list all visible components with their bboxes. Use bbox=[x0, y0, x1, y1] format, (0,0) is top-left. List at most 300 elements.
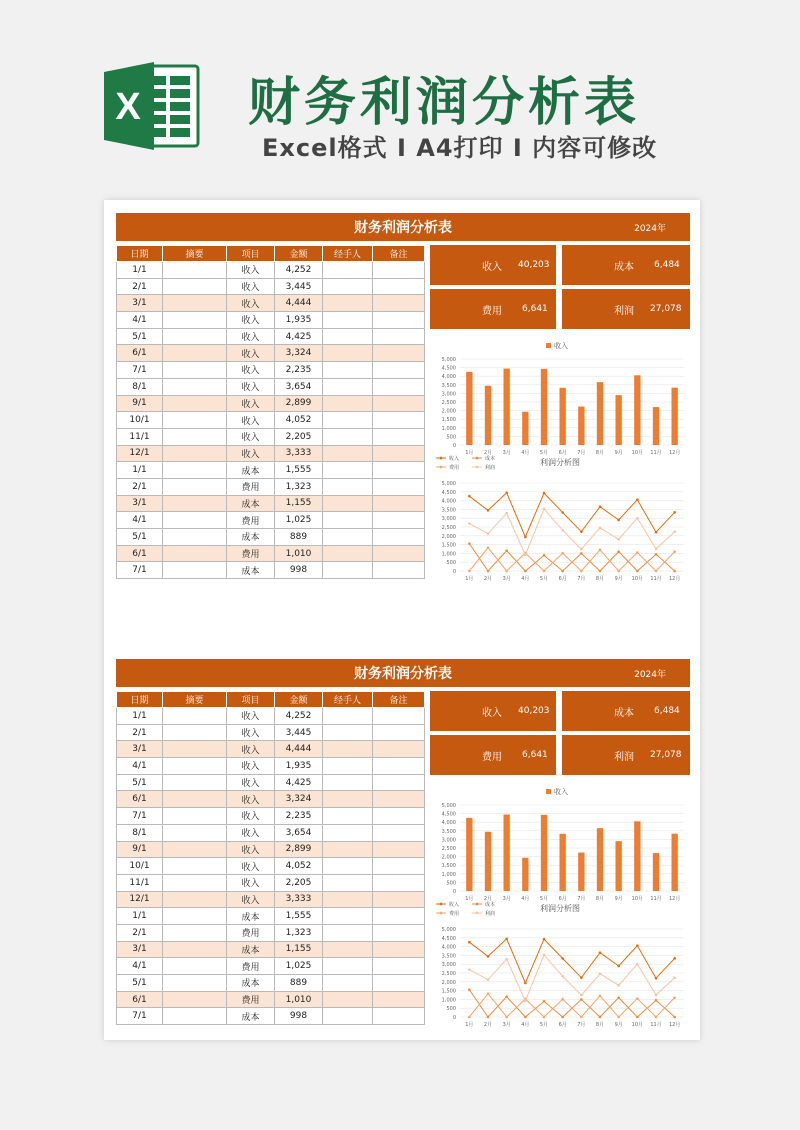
cell-date: 6/1 bbox=[117, 545, 163, 562]
cell-summary bbox=[163, 512, 227, 529]
table-row bbox=[117, 891, 425, 908]
point-利润-4月 bbox=[524, 1000, 527, 1003]
y-tick-label: 3,500 bbox=[441, 828, 456, 835]
series-line-费用 bbox=[469, 548, 674, 571]
cell-note bbox=[373, 262, 425, 279]
cell-date: 6/1 bbox=[117, 991, 163, 1008]
table-row bbox=[117, 395, 425, 412]
cell-date: 11/1 bbox=[117, 428, 163, 445]
bar-11月 bbox=[653, 853, 659, 891]
legend-marker-利润 bbox=[476, 912, 479, 915]
cell-item: 收入 bbox=[227, 412, 275, 429]
section-header bbox=[116, 659, 690, 687]
cell-amount: 3,445 bbox=[275, 278, 323, 295]
cell-summary bbox=[163, 741, 227, 758]
excel-logo-icon bbox=[104, 62, 202, 150]
cell-handler bbox=[323, 328, 373, 345]
y-tick-label: 2,500 bbox=[441, 846, 456, 852]
x-tick-label: 4月 bbox=[521, 1022, 530, 1028]
y-tick-label: 5,000 bbox=[441, 927, 456, 933]
x-tick-label: 11月 bbox=[650, 450, 662, 456]
col-header-handler: 经手人 bbox=[323, 692, 373, 708]
x-tick-label: 7月 bbox=[577, 576, 586, 582]
point-利润-4月 bbox=[524, 554, 527, 557]
cell-handler bbox=[323, 362, 373, 379]
col-header-item: 项目 bbox=[227, 692, 275, 708]
cell-item: 收入 bbox=[227, 874, 275, 891]
point-收入-11月 bbox=[655, 531, 658, 534]
cell-note bbox=[373, 545, 425, 562]
legend-label: 收入 bbox=[449, 456, 460, 462]
y-tick-label: 4,000 bbox=[441, 374, 456, 381]
cell-amount: 1,010 bbox=[275, 991, 323, 1008]
x-tick-label: 3月 bbox=[502, 576, 511, 582]
legend-label: 收入 bbox=[449, 902, 460, 908]
x-tick-label: 4月 bbox=[521, 576, 530, 582]
cell-item: 收入 bbox=[227, 428, 275, 445]
point-利润-9月 bbox=[617, 538, 620, 541]
cell-date: 3/1 bbox=[117, 295, 163, 312]
cell-note bbox=[373, 958, 425, 975]
table-row bbox=[117, 941, 425, 958]
cell-date: 3/1 bbox=[117, 741, 163, 758]
series-line-利润 bbox=[469, 509, 674, 555]
y-tick-label: 2,500 bbox=[441, 525, 456, 531]
cell-date: 4/1 bbox=[117, 958, 163, 975]
cell-handler bbox=[323, 545, 373, 562]
cell-item: 收入 bbox=[227, 891, 275, 908]
cell-amount: 1,323 bbox=[275, 478, 323, 495]
cell-date: 11/1 bbox=[117, 874, 163, 891]
cell-amount: 4,252 bbox=[275, 262, 323, 279]
point-费用-3月 bbox=[505, 570, 508, 573]
y-tick-label: 1,500 bbox=[441, 417, 456, 424]
y-tick-label: 4,500 bbox=[441, 935, 456, 942]
cell-note bbox=[373, 941, 425, 958]
cell-date: 2/1 bbox=[117, 724, 163, 741]
cell-summary bbox=[163, 428, 227, 445]
point-利润-8月 bbox=[599, 527, 602, 530]
x-tick-label: 11月 bbox=[650, 1022, 662, 1028]
y-tick-label: 0 bbox=[452, 569, 456, 575]
point-收入-9月 bbox=[617, 519, 620, 522]
cell-summary bbox=[163, 262, 227, 279]
cell-note bbox=[373, 824, 425, 841]
y-tick-label: 4,500 bbox=[441, 489, 456, 496]
y-tick-label: 3,000 bbox=[441, 391, 456, 398]
y-tick-label: 5,000 bbox=[441, 803, 456, 809]
cell-date: 5/1 bbox=[117, 529, 163, 546]
point-利润-12月 bbox=[673, 976, 676, 979]
y-tick-label: 2,000 bbox=[441, 408, 456, 415]
x-tick-label: 7月 bbox=[577, 1022, 586, 1028]
point-收入-2月 bbox=[487, 509, 490, 512]
point-成本-8月 bbox=[599, 1016, 602, 1019]
y-tick-label: 1,000 bbox=[441, 871, 456, 878]
cell-summary bbox=[163, 824, 227, 841]
col-header-date: 日期 bbox=[117, 692, 163, 708]
cell-item: 收入 bbox=[227, 708, 275, 725]
x-tick-label: 6月 bbox=[558, 576, 567, 582]
y-tick-label: 3,000 bbox=[441, 962, 456, 969]
summary-profit-label: 利润 bbox=[614, 305, 634, 317]
point-利润-6月 bbox=[561, 975, 564, 978]
cell-amount: 2,205 bbox=[275, 428, 323, 445]
cell-summary bbox=[163, 841, 227, 858]
x-tick-label: 8月 bbox=[595, 896, 605, 902]
summary-profit-label: 利润 bbox=[614, 751, 634, 763]
cell-amount: 998 bbox=[275, 1008, 323, 1025]
cell-amount: 1,323 bbox=[275, 924, 323, 941]
cell-amount: 2,899 bbox=[275, 395, 323, 412]
summary-expense-label: 费用 bbox=[482, 751, 502, 763]
col-header-note: 备注 bbox=[373, 246, 425, 262]
y-tick-label: 3,500 bbox=[441, 953, 456, 960]
bar-3月 bbox=[503, 369, 509, 445]
bar-11月 bbox=[653, 407, 659, 445]
cell-handler bbox=[323, 874, 373, 891]
point-成本-11月 bbox=[655, 999, 658, 1002]
cell-handler bbox=[323, 991, 373, 1008]
x-tick-label: 8月 bbox=[595, 450, 605, 456]
cell-date: 5/1 bbox=[117, 774, 163, 791]
profit-line-chart bbox=[430, 453, 690, 585]
point-成本-3月 bbox=[505, 549, 508, 552]
table-row bbox=[117, 791, 425, 808]
table-row bbox=[117, 545, 425, 562]
x-tick-label: 1月 bbox=[465, 1022, 474, 1028]
y-tick-label: 3,000 bbox=[441, 837, 456, 844]
cell-handler bbox=[323, 395, 373, 412]
summary-cost-label: 成本 bbox=[614, 261, 634, 273]
x-tick-label: 2月 bbox=[483, 896, 493, 902]
cell-date: 4/1 bbox=[117, 312, 163, 329]
point-成本-1月 bbox=[468, 542, 471, 545]
cell-item: 收入 bbox=[227, 791, 275, 808]
series-line-收入 bbox=[469, 939, 674, 983]
cell-amount: 3,324 bbox=[275, 345, 323, 362]
cell-summary bbox=[163, 462, 227, 479]
point-收入-7月 bbox=[580, 976, 583, 979]
cell-summary bbox=[163, 808, 227, 825]
x-tick-label: 9月 bbox=[614, 1022, 623, 1028]
cell-note bbox=[373, 512, 425, 529]
cell-amount: 1,935 bbox=[275, 312, 323, 329]
cell-note bbox=[373, 495, 425, 512]
summary-profit bbox=[562, 289, 690, 329]
point-费用-8月 bbox=[599, 995, 602, 998]
cell-date: 1/1 bbox=[117, 462, 163, 479]
point-成本-2月 bbox=[487, 1016, 490, 1019]
y-tick-label: 500 bbox=[446, 560, 456, 567]
cell-amount: 1,155 bbox=[275, 495, 323, 512]
cell-item: 成本 bbox=[227, 562, 275, 579]
cell-date: 10/1 bbox=[117, 858, 163, 875]
cell-note bbox=[373, 562, 425, 579]
cell-handler bbox=[323, 312, 373, 329]
x-tick-label: 6月 bbox=[558, 896, 567, 902]
cell-item: 收入 bbox=[227, 858, 275, 875]
cell-item: 收入 bbox=[227, 741, 275, 758]
col-header-note: 备注 bbox=[373, 692, 425, 708]
y-tick-label: 2,000 bbox=[441, 854, 456, 861]
cell-amount: 889 bbox=[275, 529, 323, 546]
section-title: 财务利润分析表 bbox=[354, 666, 452, 682]
point-费用-2月 bbox=[487, 992, 490, 995]
y-tick-label: 1,500 bbox=[441, 863, 456, 870]
table-row bbox=[117, 345, 425, 362]
table-row bbox=[117, 841, 425, 858]
point-利润-7月 bbox=[580, 548, 583, 551]
x-tick-label: 6月 bbox=[558, 1022, 567, 1028]
cell-date: 5/1 bbox=[117, 975, 163, 992]
cell-amount: 4,052 bbox=[275, 858, 323, 875]
table-row bbox=[117, 1008, 425, 1025]
table-row bbox=[117, 529, 425, 546]
point-利润-11月 bbox=[655, 994, 658, 997]
summary-expense-label: 费用 bbox=[482, 305, 502, 317]
cell-summary bbox=[163, 1008, 227, 1025]
cell-summary bbox=[163, 874, 227, 891]
cell-handler bbox=[323, 841, 373, 858]
point-利润-11月 bbox=[655, 548, 658, 551]
point-成本-3月 bbox=[505, 995, 508, 998]
y-tick-label: 4,500 bbox=[441, 365, 456, 372]
bar-5月 bbox=[541, 815, 547, 891]
bar-6月 bbox=[559, 388, 565, 445]
series-line-收入 bbox=[469, 493, 674, 537]
x-tick-label: 2月 bbox=[483, 1022, 493, 1028]
table-row bbox=[117, 858, 425, 875]
y-tick-label: 1,000 bbox=[441, 551, 456, 558]
sheet-section bbox=[116, 213, 690, 582]
cell-handler bbox=[323, 758, 373, 775]
series-line-成本 bbox=[469, 990, 674, 1017]
bar-1月 bbox=[466, 818, 472, 891]
cell-item: 收入 bbox=[227, 445, 275, 462]
cell-note bbox=[373, 724, 425, 741]
cell-note bbox=[373, 428, 425, 445]
sheet-paper bbox=[104, 200, 700, 1040]
y-tick-label: 5,000 bbox=[441, 357, 456, 363]
summary-income-value: 40,203 bbox=[518, 260, 550, 270]
cell-date: 7/1 bbox=[117, 362, 163, 379]
point-收入-11月 bbox=[655, 977, 658, 980]
point-费用-3月 bbox=[505, 1016, 508, 1019]
y-tick-label: 2,500 bbox=[441, 400, 456, 406]
cell-date: 7/1 bbox=[117, 1008, 163, 1025]
cell-item: 收入 bbox=[227, 328, 275, 345]
point-成本-7月 bbox=[580, 998, 583, 1001]
cell-handler bbox=[323, 462, 373, 479]
cell-summary bbox=[163, 378, 227, 395]
cell-note bbox=[373, 741, 425, 758]
cell-summary bbox=[163, 445, 227, 462]
cell-summary bbox=[163, 708, 227, 725]
cell-handler bbox=[323, 941, 373, 958]
cell-amount: 889 bbox=[275, 975, 323, 992]
cell-amount: 3,654 bbox=[275, 824, 323, 841]
point-利润-2月 bbox=[487, 978, 490, 981]
cell-summary bbox=[163, 412, 227, 429]
cell-item: 收入 bbox=[227, 295, 275, 312]
point-成本-4月 bbox=[524, 570, 527, 573]
point-收入-8月 bbox=[599, 505, 602, 508]
cell-note bbox=[373, 378, 425, 395]
y-tick-label: 4,000 bbox=[441, 944, 456, 951]
point-费用-12月 bbox=[673, 996, 676, 999]
cell-note bbox=[373, 278, 425, 295]
x-tick-label: 8月 bbox=[595, 576, 605, 582]
x-tick-label: 2月 bbox=[483, 576, 493, 582]
x-tick-label: 4月 bbox=[521, 450, 530, 456]
cell-amount: 3,324 bbox=[275, 791, 323, 808]
cell-date: 10/1 bbox=[117, 412, 163, 429]
legend-marker-成本 bbox=[476, 903, 479, 906]
point-成本-2月 bbox=[487, 570, 490, 573]
point-收入-6月 bbox=[561, 511, 564, 514]
y-tick-label: 4,000 bbox=[441, 498, 456, 505]
x-tick-label: 1月 bbox=[465, 896, 474, 902]
series-line-利润 bbox=[469, 955, 674, 1001]
cell-amount: 3,333 bbox=[275, 445, 323, 462]
income-bar-chart bbox=[430, 783, 690, 903]
x-tick-label: 6月 bbox=[558, 450, 567, 456]
x-tick-label: 1月 bbox=[465, 576, 474, 582]
point-利润-10月 bbox=[636, 963, 639, 966]
point-费用-5月 bbox=[543, 570, 546, 573]
bar-5月 bbox=[541, 369, 547, 445]
x-tick-label: 9月 bbox=[614, 450, 623, 456]
x-tick-label: 11月 bbox=[650, 896, 662, 902]
cell-date: 3/1 bbox=[117, 941, 163, 958]
x-tick-label: 12月 bbox=[668, 450, 681, 456]
cell-amount: 2,235 bbox=[275, 362, 323, 379]
x-tick-label: 5月 bbox=[539, 576, 549, 582]
cell-handler bbox=[323, 975, 373, 992]
point-收入-10月 bbox=[636, 498, 639, 501]
cell-handler bbox=[323, 428, 373, 445]
cell-item: 费用 bbox=[227, 512, 275, 529]
cell-date: 6/1 bbox=[117, 791, 163, 808]
point-费用-10月 bbox=[636, 997, 639, 1000]
col-header-amount: 金额 bbox=[275, 692, 323, 708]
bar-2月 bbox=[485, 386, 491, 445]
summary-cost-value: 6,484 bbox=[654, 706, 680, 716]
section-year: 2024年 bbox=[634, 223, 666, 234]
summary-income bbox=[430, 691, 556, 731]
cell-note bbox=[373, 362, 425, 379]
x-tick-label: 5月 bbox=[539, 1022, 549, 1028]
y-tick-label: 0 bbox=[452, 1015, 456, 1021]
point-利润-1月 bbox=[468, 522, 471, 525]
cell-note bbox=[373, 478, 425, 495]
table-row bbox=[117, 741, 425, 758]
promo-title: 财务利润分析表 bbox=[248, 73, 641, 133]
point-成本-10月 bbox=[636, 1016, 639, 1019]
cell-handler bbox=[323, 412, 373, 429]
y-tick-label: 500 bbox=[446, 1006, 456, 1013]
cell-note bbox=[373, 924, 425, 941]
point-收入-8月 bbox=[599, 951, 602, 954]
cell-amount: 998 bbox=[275, 562, 323, 579]
bar-2月 bbox=[485, 832, 491, 891]
cell-handler bbox=[323, 378, 373, 395]
point-成本-9月 bbox=[617, 550, 620, 553]
y-tick-label: 1,000 bbox=[441, 425, 456, 432]
cell-amount: 4,444 bbox=[275, 295, 323, 312]
summary-cost bbox=[562, 691, 690, 731]
cell-handler bbox=[323, 1008, 373, 1025]
cell-handler bbox=[323, 741, 373, 758]
point-收入-4月 bbox=[524, 982, 527, 985]
cell-handler bbox=[323, 958, 373, 975]
cell-date: 1/1 bbox=[117, 262, 163, 279]
cell-summary bbox=[163, 295, 227, 312]
cell-date: 12/1 bbox=[117, 445, 163, 462]
income-bar-chart bbox=[430, 337, 690, 457]
y-tick-label: 1,500 bbox=[441, 988, 456, 995]
x-tick-label: 1月 bbox=[465, 450, 474, 456]
summary-expense bbox=[430, 735, 556, 775]
cell-date: 1/1 bbox=[117, 908, 163, 925]
legend-marker-费用 bbox=[440, 912, 443, 915]
cell-note bbox=[373, 345, 425, 362]
summary-profit-value: 27,078 bbox=[650, 304, 682, 314]
x-tick-label: 10月 bbox=[631, 896, 644, 902]
cell-summary bbox=[163, 328, 227, 345]
summary-income-label: 收入 bbox=[482, 261, 502, 273]
cell-amount: 4,444 bbox=[275, 741, 323, 758]
y-tick-label: 1,000 bbox=[441, 997, 456, 1004]
ledger-table bbox=[116, 245, 425, 579]
bar-4月 bbox=[522, 412, 528, 445]
legend-label: 费用 bbox=[449, 911, 460, 917]
cell-amount: 1,935 bbox=[275, 758, 323, 775]
point-费用-6月 bbox=[561, 998, 564, 1001]
table-row bbox=[117, 462, 425, 479]
table-row bbox=[117, 824, 425, 841]
cell-date: 3/1 bbox=[117, 495, 163, 512]
cell-note bbox=[373, 975, 425, 992]
cell-date: 7/1 bbox=[117, 562, 163, 579]
point-成本-6月 bbox=[561, 1016, 564, 1019]
point-收入-12月 bbox=[673, 957, 676, 960]
cell-summary bbox=[163, 478, 227, 495]
y-tick-label: 500 bbox=[446, 880, 456, 887]
cell-note bbox=[373, 445, 425, 462]
table-row bbox=[117, 328, 425, 345]
cell-summary bbox=[163, 345, 227, 362]
x-tick-label: 12月 bbox=[668, 576, 681, 582]
cell-date: 8/1 bbox=[117, 824, 163, 841]
point-利润-1月 bbox=[468, 968, 471, 971]
series-line-费用 bbox=[469, 994, 674, 1017]
cell-amount: 1,010 bbox=[275, 545, 323, 562]
cell-summary bbox=[163, 891, 227, 908]
cell-summary bbox=[163, 774, 227, 791]
y-tick-label: 1,500 bbox=[441, 542, 456, 549]
cell-summary bbox=[163, 958, 227, 975]
cell-note bbox=[373, 708, 425, 725]
x-tick-label: 5月 bbox=[539, 896, 549, 902]
point-成本-6月 bbox=[561, 570, 564, 573]
cell-amount: 4,425 bbox=[275, 774, 323, 791]
point-收入-2月 bbox=[487, 955, 490, 958]
bar-9月 bbox=[615, 395, 621, 445]
point-成本-10月 bbox=[636, 570, 639, 573]
cell-handler bbox=[323, 824, 373, 841]
